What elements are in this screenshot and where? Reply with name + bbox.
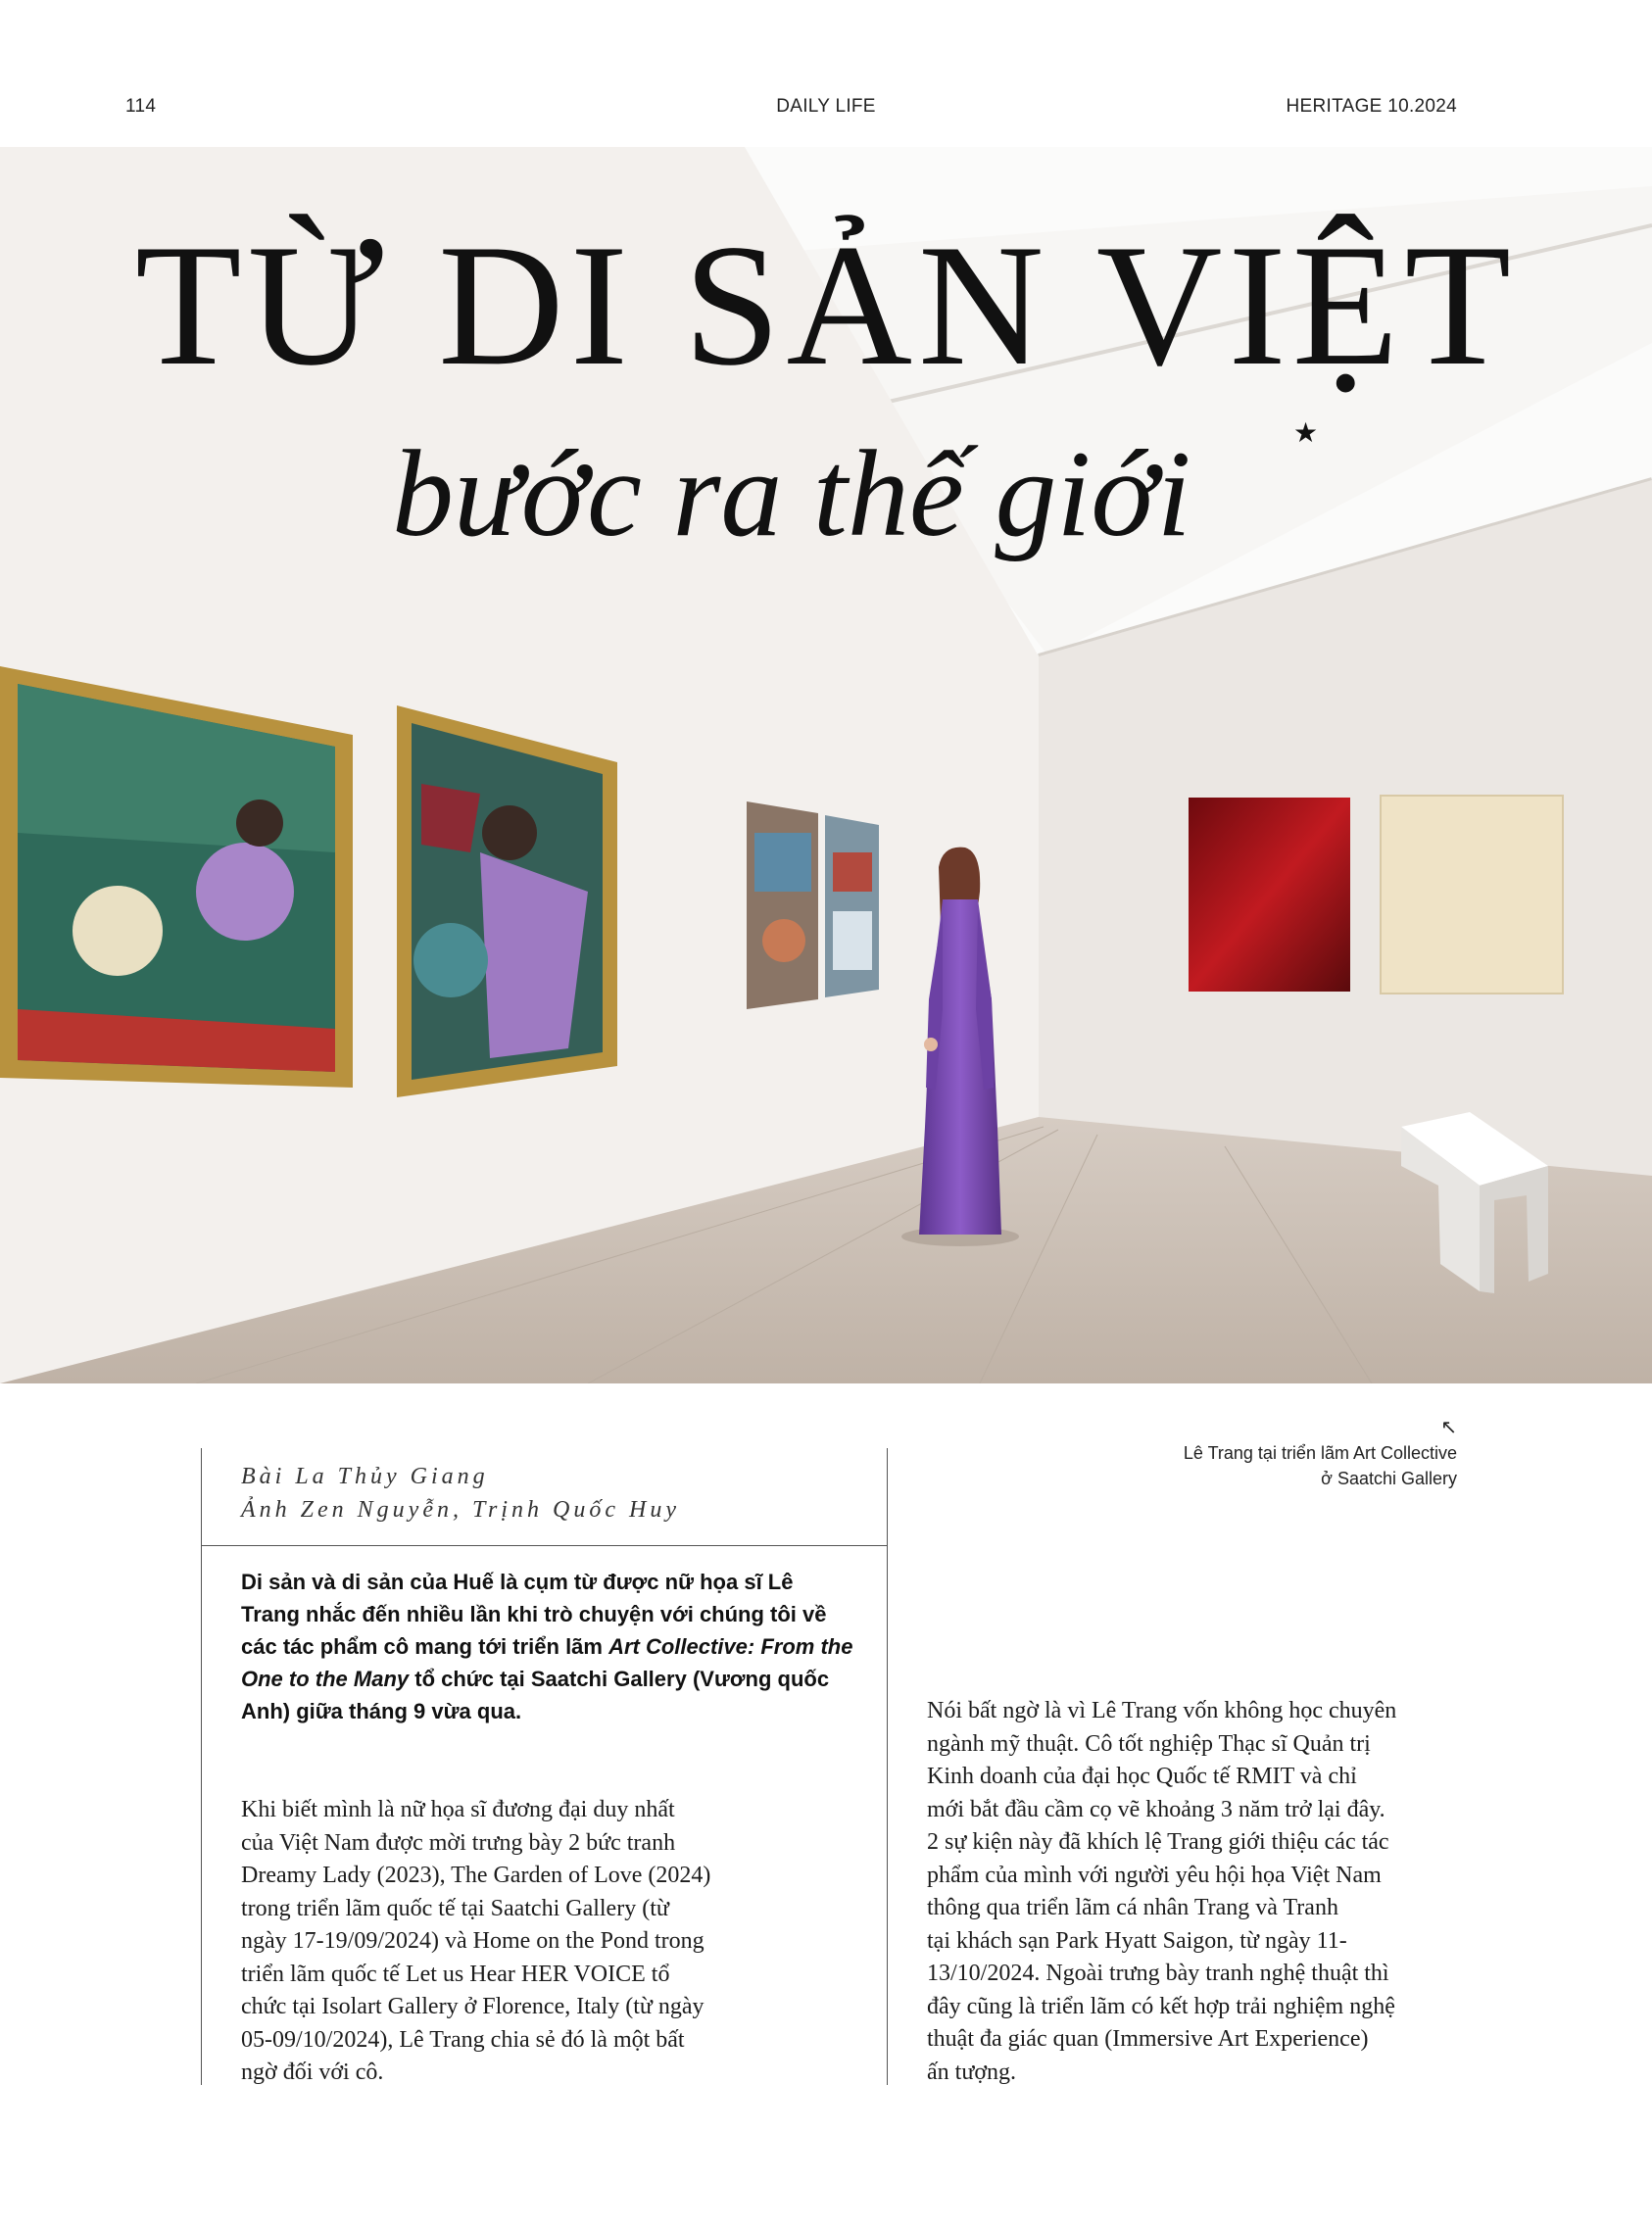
- body-line: chức tại Isolart Gallery ở Florence, Italy (từ ngày: [241, 1994, 705, 2019]
- body-line: thông qua triển lãm cá nhân Trang và Tranh: [927, 1895, 1338, 1920]
- lede-paragraph: [241, 1566, 856, 1727]
- body-line: mới bắt đầu cầm cọ vẽ khoảng 3 năm trở lại đây.: [927, 1796, 1385, 1822]
- body-line: ấn tượng.: [927, 2059, 1017, 2085]
- body-line: 13/10/2024. Ngoài trưng bày tranh nghệ thuật thì: [927, 1961, 1389, 1986]
- body-line: Kinh doanh của đại học Quốc tế RMIT và chỉ: [927, 1764, 1357, 1789]
- column-divider: [887, 1448, 888, 2085]
- body-line: Dreamy Lady (2023), The Garden of Love (2024): [241, 1863, 711, 1888]
- body-line: phẩm của mình với người yêu hội họa Việt Nam: [927, 1862, 1382, 1888]
- caption-line: Lê Trang tại triển lãm Art Collective: [1183, 1443, 1457, 1463]
- byline: [241, 1460, 680, 1527]
- page-number: 114: [125, 96, 157, 117]
- column-divider: [201, 1448, 202, 2085]
- body-line: Nói bất ngờ là vì Lê Trang vốn không học chuyên: [927, 1698, 1397, 1723]
- article-title: TỪ DI SẢN VIỆT: [134, 208, 1518, 402]
- exhibition-title: Art Collective: From the One to the Many: [241, 1634, 853, 1691]
- body-line: ngày 17-19/09/2024) và Home on the Pond trong: [241, 1928, 705, 1954]
- body-line: ngành mỹ thuật. Cô tốt nghiệp Thạc sĩ Quản trị: [927, 1730, 1371, 1757]
- writer-credit: Bài La Thủy Giang: [241, 1464, 489, 1489]
- caption-line: ở Saatchi Gallery: [1321, 1469, 1457, 1488]
- section-label: DAILY LIFE: [776, 96, 876, 117]
- body-line: triển lãm quốc tế Let us Hear HER VOICE tổ: [241, 1961, 670, 1987]
- photo-caption: [1045, 1417, 1457, 1491]
- body-line: đây cũng là triển lãm có kết hợp trải nghiệm nghệ: [927, 1993, 1395, 2019]
- body-line: thuật đa giác quan (Immersive Art Experience): [927, 2026, 1369, 2052]
- body-line: trong triển lãm quốc tế tại Saatchi Gallery (từ: [241, 1895, 669, 1921]
- body-line: 05-09/10/2024), Lê Trang chia sẻ đó là một bất: [241, 2026, 685, 2053]
- body-line: Khi biết mình là nữ họa sĩ đương đại duy nhất: [241, 1797, 675, 1822]
- body-line: 2 sự kiện này đã khích lệ Trang giới thiệu các tác: [927, 1829, 1389, 1855]
- arrow-up-left-icon: ↖: [1440, 1415, 1457, 1438]
- body-line: của Việt Nam được mời trưng bày 2 bức tranh: [241, 1829, 676, 1856]
- issue-label: HERITAGE 10.2024: [1286, 96, 1457, 117]
- lede-text: Di sản và di sản của Huế là cụm từ được nữ họa sĩ Lê Trang nhắc đến nhiều lần khi trò chuyện với chúng tôi về các tác phẩm cô mang tới triển lãm: [241, 1570, 827, 1659]
- credits-divider: [201, 1545, 888, 1546]
- body-column-left: [241, 1794, 710, 2090]
- photo-credit: Ảnh Zen Nguyễn, Trịnh Quốc Huy: [241, 1497, 680, 1523]
- article-subtitle: bước ra thế giới: [392, 426, 1191, 562]
- body-column-right: [927, 1695, 1396, 2089]
- body-line: ngờ đối với cô.: [241, 2060, 384, 2085]
- lede-text: tổ chức tại Saatchi Gallery (Vương quốc Anh) giữa tháng 9 vừa qua.: [241, 1667, 830, 1723]
- star-icon: ★: [1293, 416, 1319, 449]
- body-line: tại khách sạn Park Hyatt Saigon, từ ngày 11-: [927, 1927, 1347, 1954]
